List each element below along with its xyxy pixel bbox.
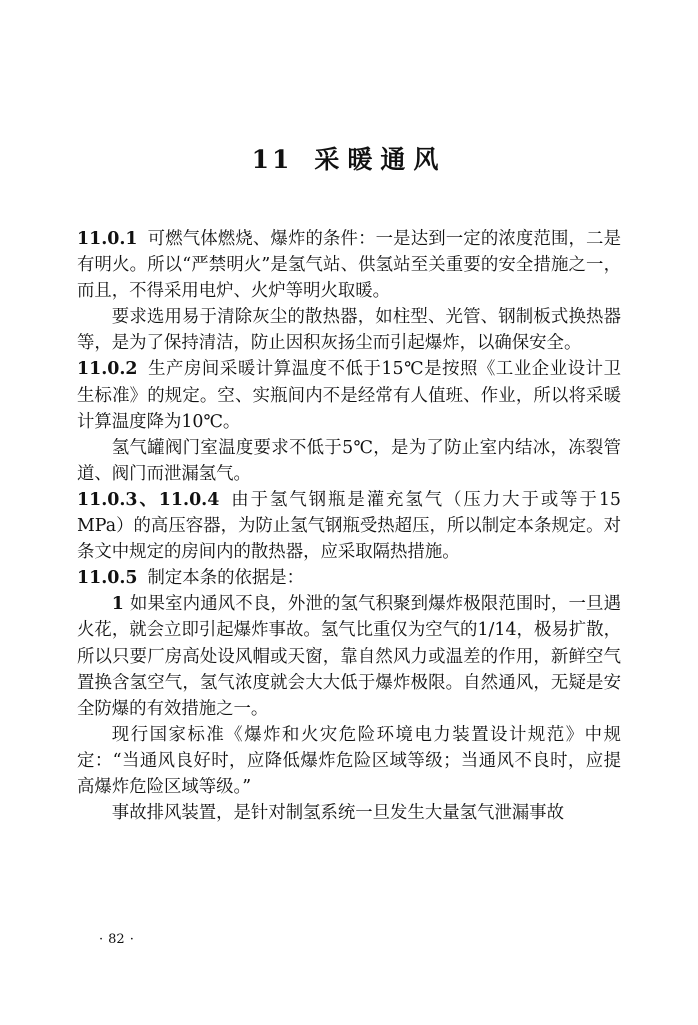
list-item (77, 591, 621, 721)
clause-number: 11.0.1 (77, 229, 138, 249)
paragraph (77, 356, 621, 434)
page-number-dot-left: · (99, 932, 104, 947)
chapter-title (0, 140, 698, 176)
paragraph-text: 由于氢气钢瓶是灌充氢气（压力大于或等于15 MPa）的高压容器，为防止氢气钢瓶受热超压，所以制定本条规定。对条文中规定的房间内的散热器，应采取隔热措施。 (77, 489, 621, 563)
chapter-number: 11 (251, 145, 293, 174)
clause-number: 11.0.3、11.0.4 (77, 489, 220, 510)
paragraph-text: 制定本条的依据是： (147, 568, 305, 589)
paragraph-text: 生产房间采暖计算温度不低于15℃是按照《工业企业设计卫生标准》的规定。空、实瓶间内不是经常有人值班、作业，所以将采暖计算温度降为10℃。 (77, 359, 621, 432)
paragraph (77, 565, 621, 591)
page-number (94, 932, 139, 947)
clause-number: 11.0.5 (77, 568, 138, 589)
paragraph: 要求选用易于清除灰尘的散热器，如柱型、光管、钢制板式换热器等，是为了保持清洁，防止因积灰扬尘而引起爆炸，以确保安全。 (77, 307, 621, 354)
clause-number: 11.0.2 (77, 359, 138, 380)
paragraph (77, 226, 621, 304)
page-number-dot-right: · (129, 932, 134, 947)
page-number-value: 82 (108, 932, 125, 947)
chapter-name: 采暖通风 (314, 145, 447, 174)
document-body (77, 226, 621, 826)
item-number: 1 (111, 594, 124, 615)
paragraph: 现行国家标准《爆炸和火灾危险环境电力装置设计规范》中规定：“当通风良好时，应降低爆炸危险区域等级；当通风不良时，应提高爆炸危险区域等级。” (77, 724, 621, 797)
paragraph: 事故排风装置，是针对制氢系统一旦发生大量氢气泄漏事故 (111, 803, 564, 824)
paragraph-text: 如果室内通风不良，外泄的氢气积聚到爆炸极限范围时，一旦遇火花，就会立即引起爆炸事故。氢气比重仅为空气的1/14，极易扩散，所以只要厂房高处设风帽或天窗，靠自然风力或温差的作用，新鲜空气置换含氢空气，氢气浓度就会大大低于爆炸极限。自然通风，无疑是安全防爆的有效措施之一。 (77, 594, 621, 719)
paragraph (77, 487, 621, 565)
paragraph: 氢气罐阀门室温度要求不低于5℃，是为了防止室内结冰，冻裂管道、阀门而泄漏氢气。 (77, 437, 621, 484)
paragraph-text: 可燃气体燃烧、爆炸的条件：一是达到一定的浓度范围，二是有明火。所以“严禁明火”是氢气站、供氢站至关重要的安全措施之一，而且，不得采用电炉、火炉等明火取暖。 (77, 229, 621, 302)
